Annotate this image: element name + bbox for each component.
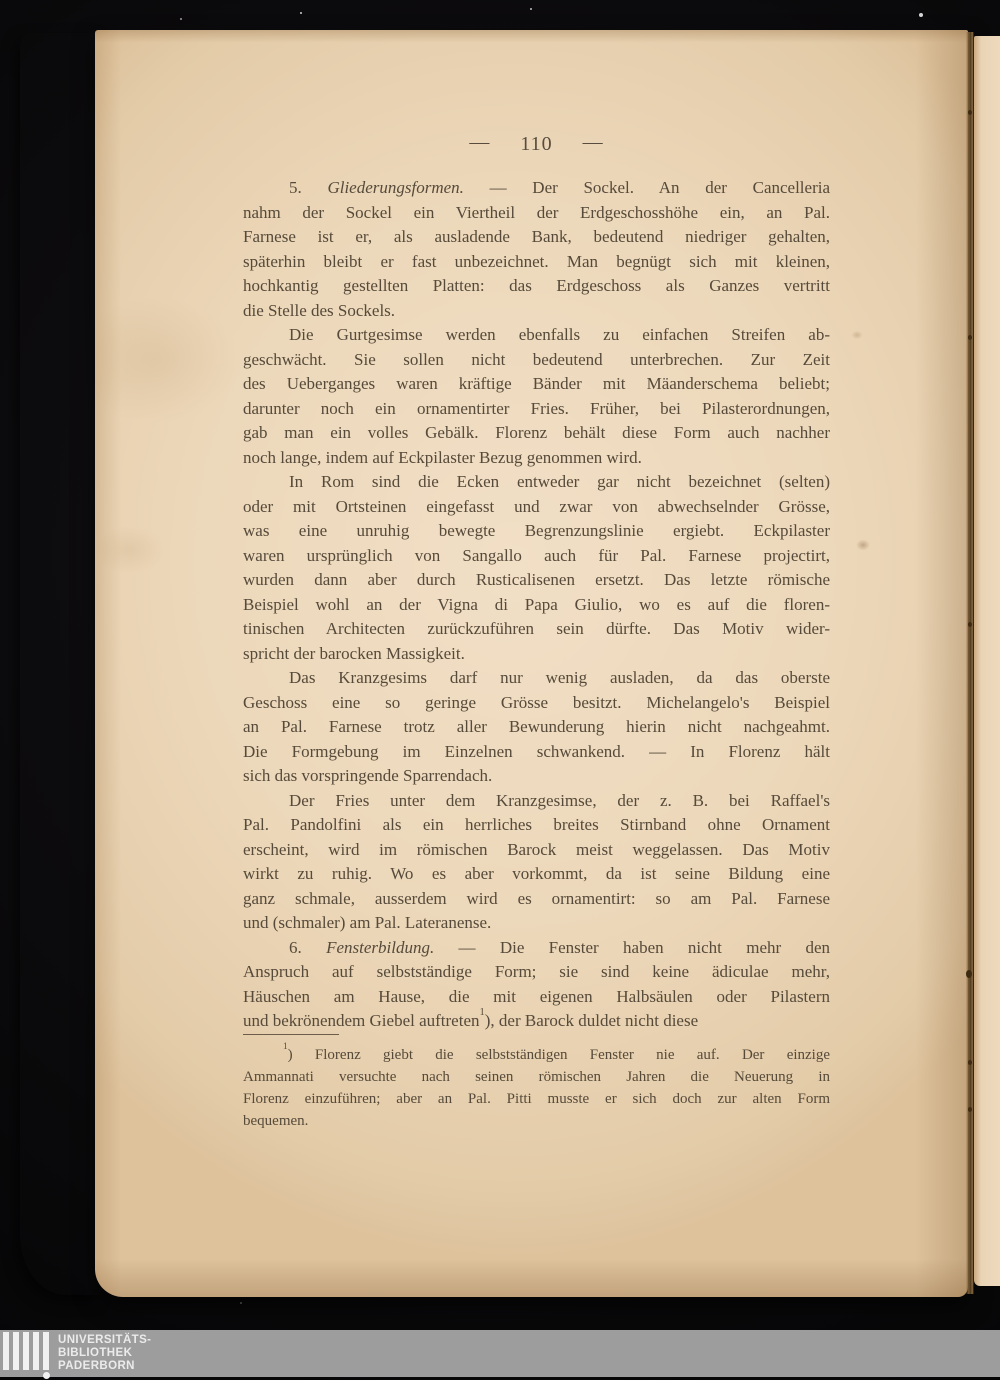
text-line: Anspruch auf selbstständige Form; sie sind keine ädiculae mehr,	[243, 962, 830, 981]
facing-page-edge	[974, 36, 1000, 1286]
paragraph	[243, 176, 830, 323]
text-line: 5. Gliederungsformen. — Der Sockel. An der Cancelleria	[289, 178, 831, 197]
text-line: gab man ein volles Gebälk. Florenz behält diese Form auch nachher	[243, 423, 830, 442]
paragraph	[243, 666, 830, 789]
text-line: In Rom sind die Ecken entweder gar nicht bezeichnet (selten)	[289, 472, 830, 491]
text-line: oder mit Ortsteinen eingefasst und zwar von abwechselnder Grösse,	[243, 496, 830, 516]
stitch-dot	[968, 335, 972, 340]
text-line: waren ursprünglich von Sangallo auch für Pal. Farnese projectirt,	[243, 545, 830, 565]
stitch-dot	[968, 622, 972, 627]
paragraph	[243, 936, 830, 1034]
book-page	[95, 30, 968, 1297]
text-line: Florenz einzuführen; aber an Pal. Pitti musste er sich doch zur alten Form	[243, 1091, 830, 1107]
text-line: erscheint, wird im römischen Barock meist weggelassen. Das Motiv	[243, 839, 830, 859]
book-fore-edge	[20, 33, 100, 1295]
paragraph	[243, 323, 830, 470]
text-line: geschwächt. Sie sollen nicht bedeutend unterbrechen. Zur Zeit	[243, 349, 830, 369]
library-watermark-band	[0, 1330, 1000, 1377]
text-line: Beispiel wohl an der Vigna di Papa Giulio, wo es auf die floren-	[243, 594, 830, 614]
text-line: Die Gurtgesimse werden ebenfalls zu einfachen Streifen ab-	[289, 325, 830, 344]
text-line: bequemen.	[243, 1113, 309, 1129]
text-line: wurden dann aber durch Rusticalisenen ersetzt. Das letzte römische	[243, 570, 830, 589]
text-line: tinischen Architecten zurückzuführen sein dürfte. Das Motiv wider-	[243, 619, 830, 638]
text-line: ganz schmale, ausserdem wird es ornamentirt: so am Pal. Farnese	[243, 888, 830, 908]
text-line: was eine unruhig bewegte Begrenzungslinie ergiebt. Eckpilaster	[243, 521, 830, 540]
text-line: Geschoss eine so geringe Grösse besitzt. Michelangelo's Beispiel	[243, 692, 830, 712]
library-logo-icon	[3, 1331, 55, 1377]
header-dash-right: —	[582, 131, 604, 153]
text-line: sich das vorspringende Sparrendach.	[243, 766, 493, 785]
dust-specks	[300, 12, 302, 14]
stitch-dot	[968, 1060, 972, 1065]
text-line: spricht der barocken Massigkeit.	[243, 643, 465, 663]
header-dash-left: —	[469, 131, 491, 153]
text-line: 6. Fensterbildung. — Die Fenster haben nicht mehr den	[289, 937, 830, 957]
text-line: $^1$) Florenz giebt die selbstständigen Fenster nie auf. Der einzige	[283, 1041, 830, 1063]
text-line: Pal. Pandolfini als ein herrliches breites Stirnband ohne Ornament	[243, 815, 830, 834]
paragraph	[243, 470, 830, 666]
text-line: des Ueberganges waren kräftige Bänder mit Mäanderschema beliebt;	[243, 374, 830, 393]
footnote-text	[243, 1041, 830, 1132]
text-line: Häuschen am Hause, die mit eigenen Halbsäulen oder Pilastern	[243, 986, 830, 1006]
library-name	[58, 1334, 151, 1373]
page-number: 110	[520, 133, 553, 155]
stitch-dot	[968, 110, 972, 115]
text-line: Ammannati versuchte nach seinen römischen Jahren die Neuerung in	[243, 1069, 830, 1085]
text-line: noch lange, indem auf Eckpilaster Bezug genommen wird.	[243, 447, 642, 467]
text-line: die Stelle des Sockels.	[243, 300, 396, 320]
footnote-separator	[243, 1034, 339, 1035]
book-gutter-seam	[966, 32, 974, 1294]
text-line: Die Formgebung im Einzelnen schwankend. — In Florenz hält	[243, 741, 830, 761]
body-text	[243, 176, 830, 1034]
text-line: darunter noch ein ornamentirter Fries. Früher, bei Pilasterordnungen,	[243, 398, 830, 418]
text-line: nahm der Sockel ein Viertheil der Erdgeschosshöhe ein, an Pal.	[243, 202, 830, 222]
text-line: Farnese ist er, als ausladende Bank, bedeutend niedriger gehalten,	[243, 227, 830, 246]
text-line: späterhin bleibt er fast unbezeichnet. Man begnügt sich mit kleinen,	[243, 251, 830, 271]
stitch-knot	[966, 970, 972, 978]
stitch-dot	[968, 1107, 972, 1112]
text-line: hochkantig gestellten Platten: das Erdgeschoss als Ganzes vertritt	[243, 276, 830, 295]
text-line: und (schmaler) am Pal. Lateranense.	[243, 913, 492, 932]
text-line: und bekrönendem Giebel auftreten$^1$), der Barock duldet nicht diese	[243, 1006, 699, 1030]
text-line: Der Fries unter dem Kranzgesimse, der z. B. bei Raffael's	[289, 790, 830, 810]
text-line: wirkt zu ruhig. Wo es aber vorkommt, da ist seine Bildung eine	[243, 864, 830, 883]
library-name-line: PADERBORN	[58, 1360, 135, 1372]
paragraph	[243, 789, 830, 936]
page-header	[243, 133, 830, 156]
text-line: Das Kranzgesims darf nur wenig ausladen, da das oberste	[289, 668, 830, 687]
library-name-line: BIBLIOTHEK	[58, 1347, 133, 1359]
library-name-line: UNIVERSITÄTS-	[58, 1334, 152, 1346]
text-line: an Pal. Farnese trotz aller Bewunderung hierin nicht nachgeahmt.	[243, 717, 830, 736]
